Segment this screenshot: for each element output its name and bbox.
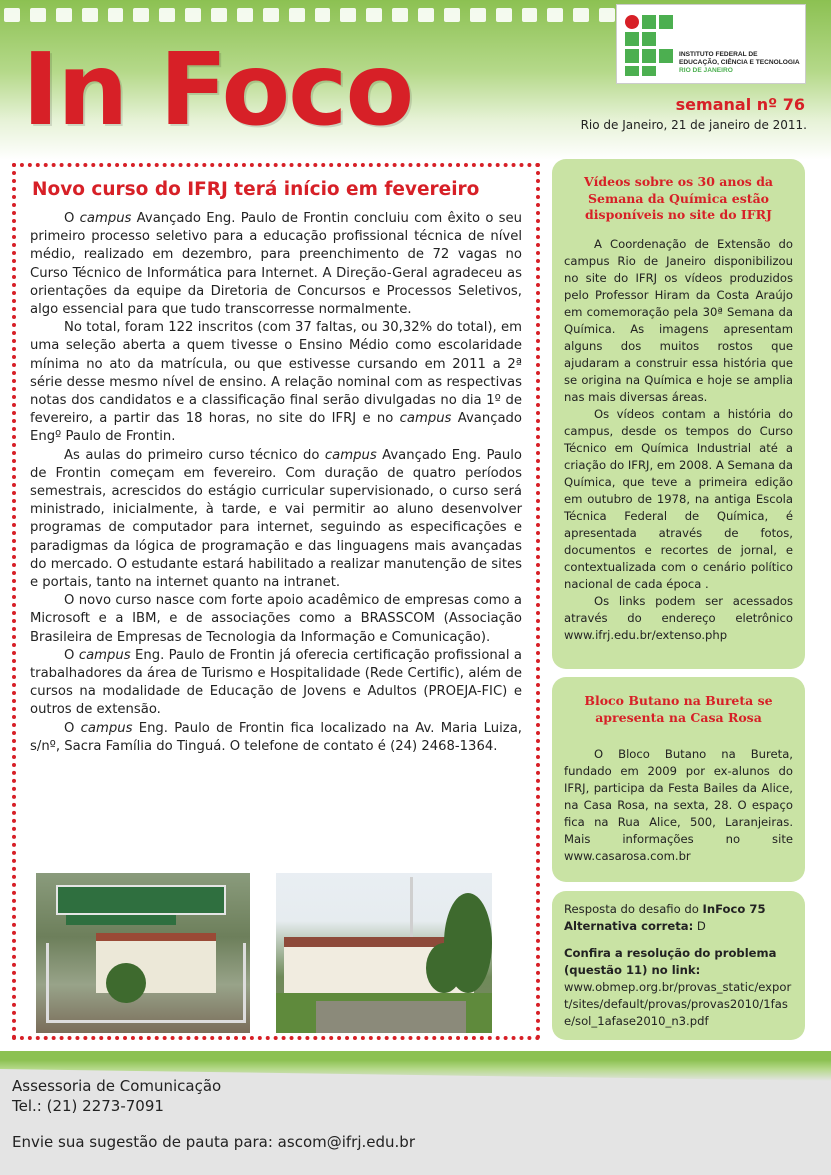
main-article (12, 163, 540, 1040)
sidebar-box-text: O Bloco Butano na Bureta, fundado em 2009 por ex-alunos do IFRJ, participa da Festa Bailes da Alice, na Casa Rosa, na sexta, 28. O espaço fica na Rua Alice, 500, Laranjeiras. Mais informações no site www.casarosa.com.br (564, 747, 793, 863)
sidebar-box-title: Bloco Butano na Bureta se apresenta na Casa Rosa (584, 693, 773, 725)
article-paragraph: No total, foram 122 inscritos (com 37 faltas, ou 30,32% do total), em uma seleção aberta a quem tivesse o Ensino Médio como escolaridade mínima no ato da matrícula, ou que estivesse cursando em 2011 a 2ª série desse mesmo nível de ensino. A relação nominal com as respectivas notas dos candidatos e a classificação final serão divulgadas no dia 1º de fevereiro, a partir das 18 horas, no site do IFRJ e no campus Avançado Engº Paulo de Frontin. (30, 320, 522, 445)
article-paragraph: O campus Avançado Eng. Paulo de Frontin concluiu com êxito o seu primeiro processo seletivo para a educação profissional técnica de nível médio, realizado em dezembro, para preenchimento de 72 vagas no Curso Técnico de Informática para Internet. A Direção-Geral agradeceu as orientações da equipe da Diretoria de Concursos e Processos Seletivos, algo essencial para que tudo transcorresse normalmente. (30, 211, 522, 318)
ifrj-logo-text: INSTITUTO FEDERAL DE EDUCAÇÃO, CIÊNCIA E TECNOLOGIA RIO DE JANEIRO (679, 51, 800, 75)
article-paragraph: O novo curso nasce com forte apoio acadêmico de empresas como a Microsoft e a IBM, e de associações como a BRASSCOM (Associação Brasileira de Empresas de Tecnologia da Informação e Comunicação). (30, 593, 522, 645)
article-paragraph: As aulas do primeiro curso técnico do campus Avançado Eng. Paulo de Frontin começam em fevereiro. Com duração de quatro períodos semestrais, acrescidos do estágio curricular supervisionado, o curso será ministrado, inicialmente, à tarde, e vai permitir ao aluno desenvolver programas de computador para internet, seguindo as especificações e paradigmas da lógica de programação e das linguagens mais avançadas do mercado. O estudante estará habilitado a realizar manutenção de sites e portais, tanto na internet quanto na intranet. (30, 447, 522, 591)
resolution-link[interactable]: www.obmep.org.br/provas_static/export/sites/default/provas/provas2010/1fase/sol_1afase2010_n3.pdf (564, 980, 792, 1028)
sidebar-box-videos (552, 159, 805, 669)
footer-email: Envie sua sugestão de pauta para: ascom@ifrj.edu.br (12, 1133, 415, 1151)
footer-phone: Tel.: (21) 2273-7091 (12, 1097, 164, 1115)
footer-department: Assessoria de Comunicação (12, 1077, 222, 1095)
campus-entrance-photo (36, 873, 250, 1033)
sidebar-box-challenge (552, 891, 805, 1040)
issue-number: semanal nº 76 (675, 95, 805, 114)
campus-building-photo (276, 873, 492, 1033)
issue-date: Rio de Janeiro, 21 de janeiro de 2011. (580, 118, 807, 132)
article-paragraph: O campus Eng. Paulo de Frontin fica localizado na Av. Maria Luiza, s/nº, Sacra Família do Tinguá. O telefone de contato é (24) 2468-1364. (30, 720, 523, 754)
ifrj-logo (616, 4, 806, 84)
sidebar-box-title: Vídeos sobre os 30 anos da Semana da Química estão disponíveis no site do IFRJ (583, 174, 774, 222)
article-body (30, 210, 522, 756)
sidebar-box-text: A Coordenação de Extensão do campus Rio de Janeiro disponibilizou no site do IFRJ os vídeos produzidos pelo Professor Hiram da Costa Araújo em comemoração pela 30ª Semana da Química. As imagens apresentam alguns dos muitos rostos que ajudaram a construir essa história que se origina na Química e hoje se amplia nas mais diversas áreas. Os vídeos contam a história do campus, desde os tempos do Curso Técnico em Química Industrial até a criação do IFRJ, em 2008. A Semana da Química, que teve a primeira edição em outubro de 1978, na antiga Escola Técnica Federal de Química, é apresentada através de fotos, documentos e recortes de jornal, e contextualizada com o cenário político nacional de cada época . Os links podem ser acessados através do endereço eletrônico www.ifrj.edu.br/extenso.php (564, 236, 793, 642)
footer-contact (12, 1076, 415, 1152)
footer (0, 1051, 831, 1175)
masthead-title: In Foco (22, 31, 413, 148)
article-photos (36, 873, 506, 1035)
film-strip-decoration (0, 8, 615, 24)
sidebar-box-text: Resposta do desafio do InFoco 75 Alternativa correta: D Confira a resolução do problema (questão 11) no link: www.obmep.org.br/provas_static/export/sites/default/provas/provas2010/1fase/sol_1afase2010_n3.pdf (564, 902, 792, 1028)
article-paragraph: O campus Eng. Paulo de Frontin já oferecia certificação profissional a trabalhadores da área de Turismo e Hospitalidade (Rede Certific), além de cursos na modalidade de Educação de Jovens e Adultos (PROEJA-FIC) e outros de extensão. (30, 647, 522, 718)
header (0, 0, 831, 160)
sidebar-box-bloco (552, 677, 805, 882)
ifrj-logo-icon (625, 15, 675, 77)
article-headline: Novo curso do IFRJ terá início em fevereiro (32, 179, 480, 200)
